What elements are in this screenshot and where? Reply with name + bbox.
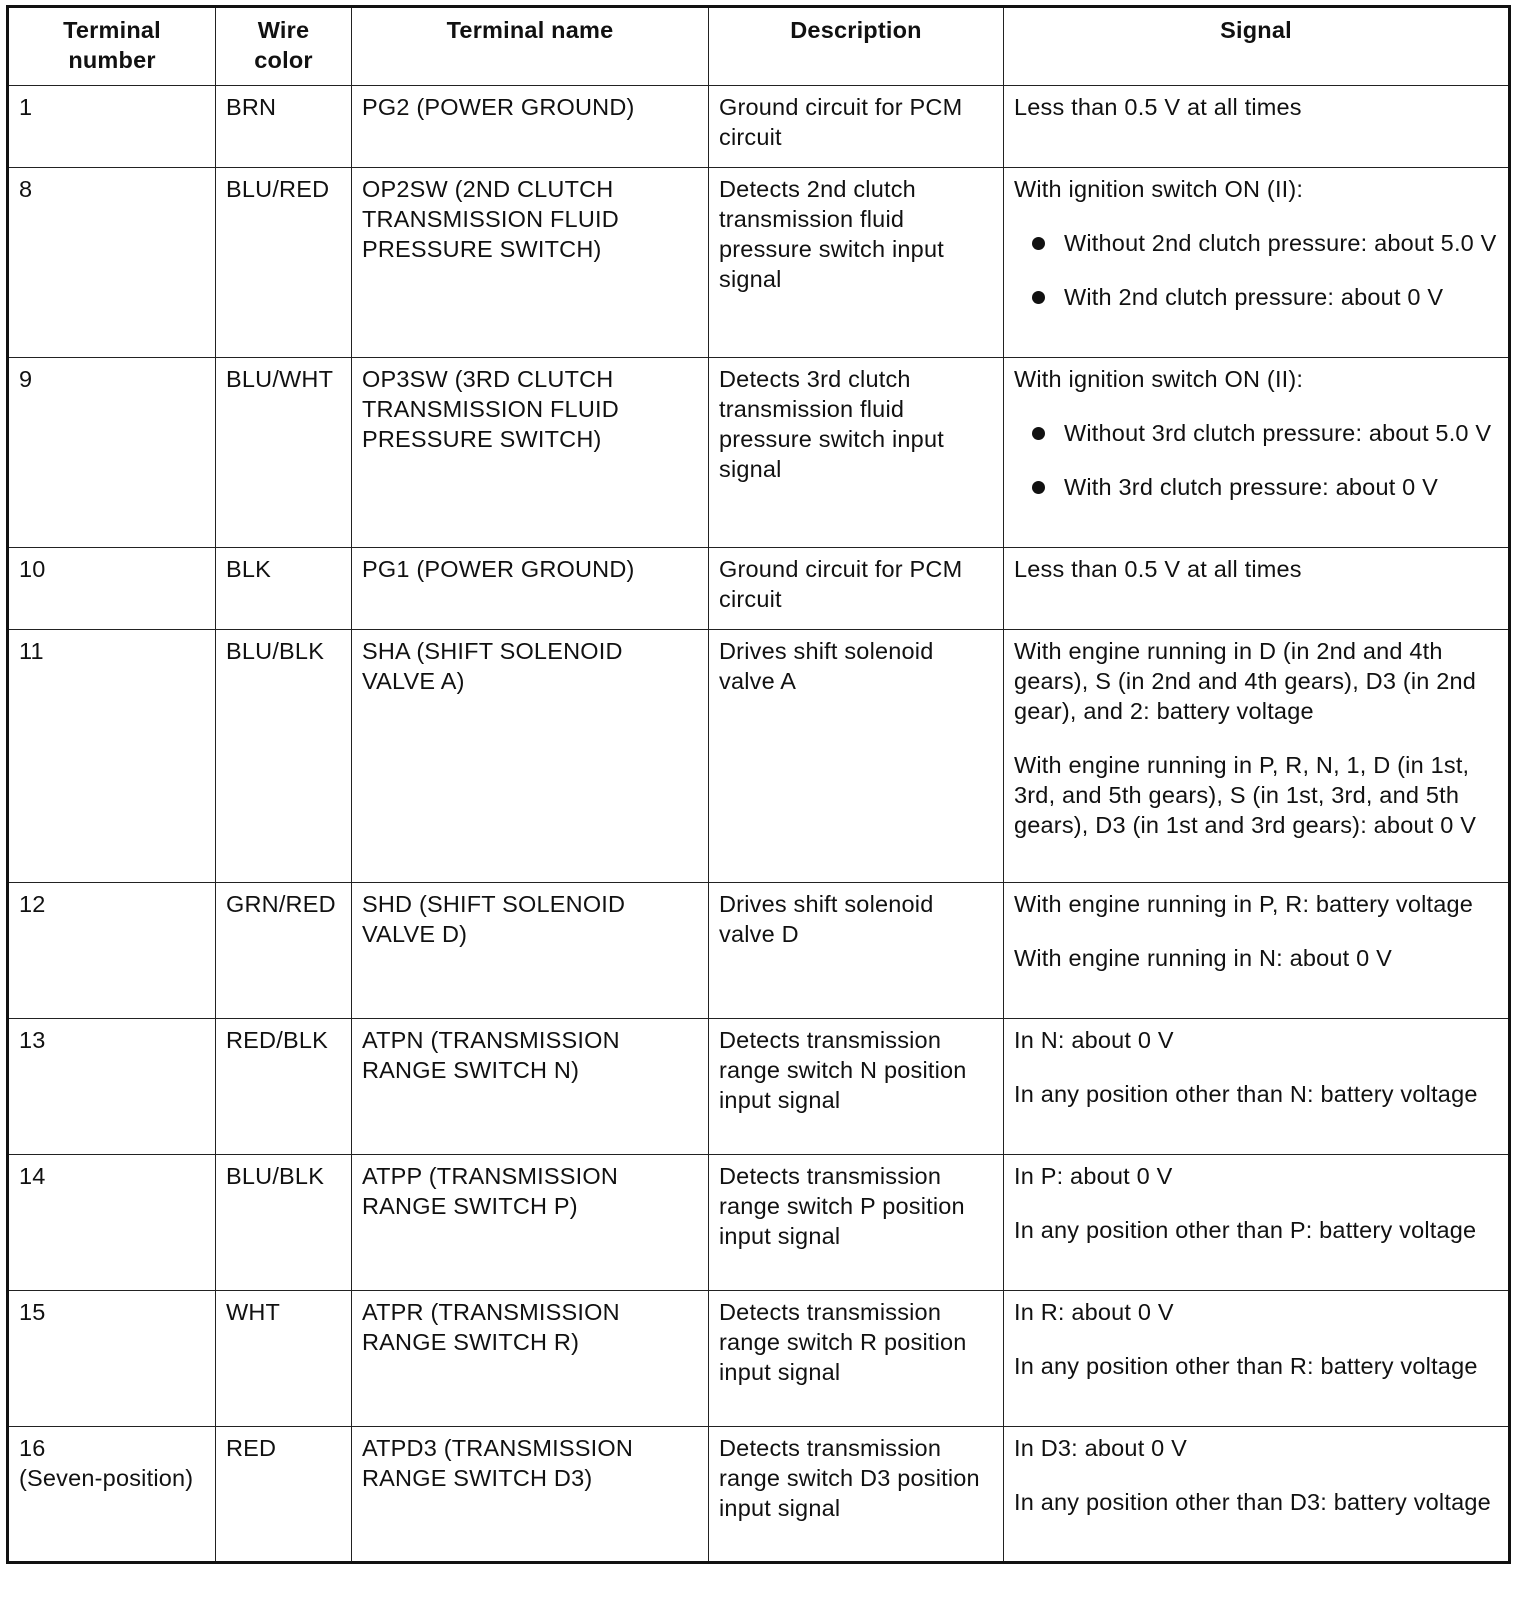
- cell-terminal-name: [352, 1427, 709, 1563]
- signal-paragraph: With engine running in P, R, N, 1, D (in 1st, 3rd, and 5th gears), S (in 1st, 3rd, and 5th gears), D3 (in 1st and 3rd gears): about 0 V: [1014, 752, 1477, 838]
- signal-bullet-list: [1014, 418, 1498, 502]
- signal-paragraph: In P: about 0 V: [1014, 1163, 1173, 1189]
- signal-paragraph: With engine running in P, R: battery voltage: [1014, 891, 1474, 917]
- wire-color-text: RED: [226, 1435, 277, 1461]
- terminal-number-line: 8: [19, 176, 33, 202]
- bullet-dot-icon: [1032, 427, 1045, 440]
- terminal-table-wrapper: [6, 5, 1511, 1564]
- cell-signal: [1004, 548, 1510, 630]
- cell-wire-color: [216, 1155, 352, 1291]
- cell-wire-color: [216, 883, 352, 1019]
- terminal-number-text: [19, 630, 205, 674]
- terminal-number-line: 12: [19, 891, 46, 917]
- wire-color-text: BLU/WHT: [226, 366, 334, 392]
- header-description: Description: [709, 7, 1004, 86]
- cell-description: [709, 630, 1004, 883]
- bullet-dot-icon: [1032, 291, 1045, 304]
- cell-wire-color: [216, 358, 352, 548]
- cell-terminal-number: [8, 630, 216, 883]
- cell-terminal-number: [8, 883, 216, 1019]
- cell-terminal-name: [352, 1291, 709, 1427]
- table-row: [8, 1019, 1510, 1155]
- cell-terminal-name: [352, 548, 709, 630]
- cell-signal: [1004, 1019, 1510, 1155]
- signal-paragraph: With ignition switch ON (II):: [1014, 366, 1304, 392]
- terminal-number-line: 13: [19, 1027, 46, 1053]
- wire-color-text: WHT: [226, 1299, 281, 1325]
- wire-color-text: BLK: [226, 556, 272, 582]
- signal-paragraph: With engine running in N: about 0 V: [1014, 945, 1393, 971]
- cell-description: [709, 168, 1004, 358]
- cell-signal: [1004, 1427, 1510, 1563]
- header-terminal-number: [8, 7, 216, 86]
- table-row: [8, 1427, 1510, 1563]
- header-wire-color: [216, 7, 352, 86]
- header-signal: Signal: [1004, 7, 1510, 86]
- signal-bullet-text: Without 3rd clutch pressure: about 5.0 V: [1064, 420, 1492, 446]
- terminal-number-line: 16: [19, 1435, 46, 1461]
- cell-wire-color: [216, 1019, 352, 1155]
- description-text: Detects 2nd clutch transmission fluid pressure switch input signal: [719, 176, 944, 292]
- signal-bullet-list: [1014, 228, 1498, 312]
- table-body: [8, 86, 1510, 1563]
- cell-terminal-name: [352, 168, 709, 358]
- table-row: [8, 358, 1510, 548]
- signal-paragraph: In any position other than D3: battery voltage: [1014, 1489, 1491, 1515]
- terminal-number-text: [19, 1291, 205, 1335]
- terminal-number-line: 10: [19, 556, 46, 582]
- cell-terminal-name: [352, 883, 709, 1019]
- cell-terminal-name: [352, 1155, 709, 1291]
- bullet-dot-icon: [1032, 481, 1045, 494]
- terminal-name-text: PG2 (POWER GROUND): [362, 94, 635, 120]
- cell-wire-color: [216, 168, 352, 358]
- description-text: Drives shift solenoid valve D: [719, 891, 934, 947]
- terminal-number-text: [19, 1019, 205, 1063]
- table-row: [8, 1155, 1510, 1291]
- terminal-table: [6, 5, 1511, 1564]
- table-row: [8, 86, 1510, 168]
- table-row: [8, 883, 1510, 1019]
- terminal-name-text: ATPP (TRANSMISSION RANGE SWITCH P): [362, 1163, 619, 1219]
- terminal-number-text: [19, 883, 205, 927]
- wire-color-text: GRN/RED: [226, 891, 336, 917]
- signal-paragraph: Less than 0.5 V at all times: [1014, 94, 1302, 120]
- cell-terminal-name: [352, 86, 709, 168]
- cell-wire-color: [216, 86, 352, 168]
- cell-terminal-name: [352, 630, 709, 883]
- description-text: Detects 3rd clutch transmission fluid pressure switch input signal: [719, 366, 944, 482]
- cell-signal: [1004, 1291, 1510, 1427]
- terminal-number-text: [19, 168, 205, 212]
- cell-signal: [1004, 168, 1510, 358]
- description-text: Detects transmission range switch D3 position input signal: [719, 1435, 980, 1521]
- cell-description: [709, 1291, 1004, 1427]
- cell-description: [709, 883, 1004, 1019]
- header-row: [8, 7, 1510, 86]
- terminal-number-line: 1: [19, 94, 33, 120]
- terminal-number-text: [19, 1155, 205, 1199]
- signal-bullet-text: Without 2nd clutch pressure: about 5.0 V: [1064, 230, 1497, 256]
- cell-terminal-number: [8, 358, 216, 548]
- cell-signal: [1004, 883, 1510, 1019]
- wire-color-text: BLU/BLK: [226, 638, 325, 664]
- signal-paragraph: In any position other than P: battery voltage: [1014, 1217, 1477, 1243]
- signal-paragraph: In D3: about 0 V: [1014, 1435, 1188, 1461]
- description-text: Detects transmission range switch N position input signal: [719, 1027, 967, 1113]
- signal-bullet-item: [1032, 418, 1498, 448]
- signal-paragraph: In any position other than R: battery voltage: [1014, 1353, 1478, 1379]
- cell-terminal-number: [8, 1291, 216, 1427]
- cell-terminal-name: [352, 1019, 709, 1155]
- table-row: [8, 168, 1510, 358]
- wire-color-text: BRN: [226, 94, 277, 120]
- cell-description: [709, 358, 1004, 548]
- cell-signal: [1004, 630, 1510, 883]
- terminal-name-text: ATPN (TRANSMISSION RANGE SWITCH N): [362, 1027, 620, 1083]
- description-text: Ground circuit for PCM circuit: [719, 94, 963, 150]
- terminal-number-text: [19, 548, 205, 592]
- terminal-number-line: 15: [19, 1299, 46, 1325]
- terminal-name-text: OP2SW (2ND CLUTCH TRANSMISSION FLUID PRESSURE SWITCH): [362, 176, 619, 262]
- cell-terminal-number: [8, 548, 216, 630]
- terminal-number-text: [19, 358, 205, 402]
- terminal-number-text: [19, 1427, 205, 1501]
- signal-bullet-item: [1032, 472, 1498, 502]
- table-row: [8, 548, 1510, 630]
- description-text: Detects transmission range switch R position input signal: [719, 1299, 967, 1385]
- terminal-name-text: OP3SW (3RD CLUTCH TRANSMISSION FLUID PRESSURE SWITCH): [362, 366, 619, 452]
- terminal-name-text: SHA (SHIFT SOLENOID VALVE A): [362, 638, 623, 694]
- terminal-number-line: 11: [19, 638, 44, 664]
- cell-description: [709, 1427, 1004, 1563]
- terminal-number-text: [19, 86, 205, 130]
- signal-paragraph: In any position other than N: battery voltage: [1014, 1081, 1478, 1107]
- wire-color-text: BLU/RED: [226, 176, 330, 202]
- cell-terminal-number: [8, 168, 216, 358]
- terminal-name-text: PG1 (POWER GROUND): [362, 556, 635, 582]
- header-wire-color-line: color: [254, 47, 313, 73]
- table-header: [8, 7, 1510, 86]
- bullet-dot-icon: [1032, 237, 1045, 250]
- signal-paragraph: With ignition switch ON (II):: [1014, 176, 1304, 202]
- cell-description: [709, 548, 1004, 630]
- cell-wire-color: [216, 1291, 352, 1427]
- signal-bullet-item: [1032, 282, 1498, 312]
- cell-description: [709, 1155, 1004, 1291]
- signal-paragraph: In N: about 0 V: [1014, 1027, 1174, 1053]
- header-terminal-name: Terminal name: [352, 7, 709, 86]
- header-terminal-number-line: Terminal: [63, 17, 161, 43]
- table-row: [8, 630, 1510, 883]
- table-row: [8, 1291, 1510, 1427]
- cell-signal: [1004, 1155, 1510, 1291]
- cell-terminal-name: [352, 358, 709, 548]
- cell-terminal-number: [8, 86, 216, 168]
- terminal-number-line: (Seven-position): [19, 1465, 194, 1491]
- description-text: Ground circuit for PCM circuit: [719, 556, 963, 612]
- terminal-number-line: 14: [19, 1163, 46, 1189]
- signal-bullet-text: With 2nd clutch pressure: about 0 V: [1064, 284, 1444, 310]
- wire-color-text: RED/BLK: [226, 1027, 328, 1053]
- terminal-number-line: 9: [19, 366, 33, 392]
- header-terminal-number-line: number: [68, 47, 156, 73]
- signal-bullet-item: [1032, 228, 1498, 258]
- terminal-name-text: ATPD3 (TRANSMISSION RANGE SWITCH D3): [362, 1435, 634, 1491]
- terminal-name-text: SHD (SHIFT SOLENOID VALVE D): [362, 891, 626, 947]
- description-text: Drives shift solenoid valve A: [719, 638, 934, 694]
- signal-bullet-text: With 3rd clutch pressure: about 0 V: [1064, 474, 1439, 500]
- signal-paragraph: With engine running in D (in 2nd and 4th gears), S (in 2nd and 4th gears), D3 (in 2nd gear), and 2: battery voltage: [1014, 638, 1477, 724]
- cell-signal: [1004, 358, 1510, 548]
- cell-description: [709, 1019, 1004, 1155]
- signal-paragraph: Less than 0.5 V at all times: [1014, 556, 1302, 582]
- wire-color-text: BLU/BLK: [226, 1163, 325, 1189]
- cell-description: [709, 86, 1004, 168]
- terminal-name-text: ATPR (TRANSMISSION RANGE SWITCH R): [362, 1299, 620, 1355]
- cell-terminal-number: [8, 1155, 216, 1291]
- cell-wire-color: [216, 1427, 352, 1563]
- cell-wire-color: [216, 630, 352, 883]
- cell-wire-color: [216, 548, 352, 630]
- cell-terminal-number: [8, 1019, 216, 1155]
- header-wire-color-line: Wire: [257, 17, 310, 43]
- description-text: Detects transmission range switch P position input signal: [719, 1163, 965, 1249]
- signal-paragraph: In R: about 0 V: [1014, 1299, 1174, 1325]
- cell-terminal-number: [8, 1427, 216, 1563]
- cell-signal: [1004, 86, 1510, 168]
